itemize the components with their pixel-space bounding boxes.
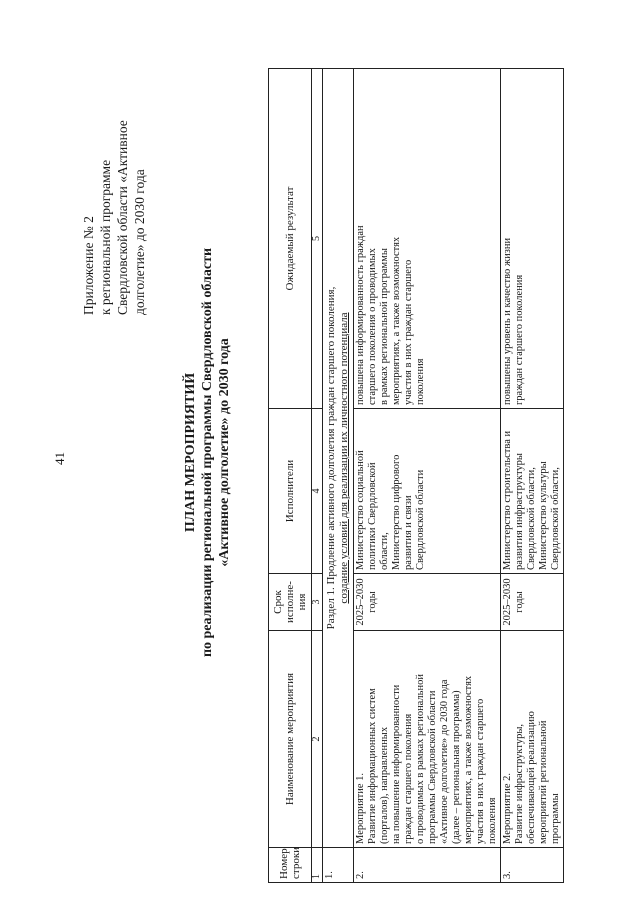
executors bbox=[501, 409, 564, 574]
plan-table bbox=[268, 68, 564, 883]
plan-title bbox=[182, 0, 233, 905]
text-line: участия в них граждан старшего bbox=[475, 698, 486, 844]
table-header-row bbox=[269, 69, 312, 883]
text-line: поколения bbox=[415, 358, 426, 405]
text-line: развития инфраструктуры bbox=[514, 453, 525, 570]
text-line: Свердловской области, bbox=[526, 467, 537, 570]
section-row bbox=[323, 69, 354, 883]
text-line: (порталов), направленных bbox=[379, 726, 390, 844]
header-executors: Исполнители bbox=[269, 409, 312, 574]
text-line: годы bbox=[514, 591, 525, 613]
appendix-note bbox=[80, 15, 148, 315]
appendix-line: Приложение № 2 bbox=[81, 216, 96, 315]
column-number-row bbox=[312, 69, 323, 883]
executors bbox=[354, 409, 501, 574]
text-line: Свердловской области bbox=[415, 469, 426, 570]
text-line: старшего поколения о проводимых bbox=[367, 248, 378, 405]
text-line: поколения bbox=[487, 797, 498, 844]
text-line: Министерство социальной bbox=[355, 450, 366, 570]
measure-name bbox=[501, 631, 564, 848]
text-line: Министерство цифрового bbox=[391, 454, 402, 570]
text-line: (далее – региональная программа) bbox=[451, 690, 462, 844]
deadline bbox=[354, 574, 501, 631]
text-line: области, bbox=[379, 532, 390, 570]
column-number: 5 bbox=[312, 69, 323, 409]
text-line: Министерство строительства и bbox=[502, 430, 513, 570]
text-line: Развитие информационных систем bbox=[367, 688, 378, 844]
table-row bbox=[354, 69, 501, 883]
text-line: 2025–2030 bbox=[502, 578, 513, 626]
text-line: граждан старшего поколения bbox=[403, 713, 414, 844]
expected-result bbox=[501, 69, 564, 409]
text-line: на повышение информированности bbox=[391, 684, 402, 844]
text-line: Мероприятие 1. bbox=[355, 772, 366, 844]
text-line: обеспечивающей реализацию bbox=[526, 711, 537, 844]
text-line: повышены уровень и качество жизни bbox=[502, 237, 513, 405]
text-line: повышена информированность граждан bbox=[355, 225, 366, 405]
text-line: «Активное долголетие» до 2030 года bbox=[439, 679, 450, 844]
deadline bbox=[501, 574, 564, 631]
column-number: 2 bbox=[312, 631, 323, 848]
measure-name bbox=[354, 631, 501, 848]
text-line: Министерство культуры bbox=[538, 461, 549, 570]
table-row bbox=[501, 69, 564, 883]
appendix-line: к региональной программе bbox=[98, 159, 113, 315]
text-line: Свердловской области, bbox=[550, 467, 561, 570]
plan-title-heading: ПЛАН МЕРОПРИЯТИЙ bbox=[183, 372, 198, 533]
plan-title-program: «Активное долголетие» до 2030 года bbox=[217, 338, 232, 567]
text-line: Развитие инфраструктуры, bbox=[514, 723, 525, 844]
text-line: политики Свердловской bbox=[367, 462, 378, 570]
text-line: в рамках региональной программы bbox=[379, 248, 390, 405]
column-number: 4 bbox=[312, 409, 323, 574]
page-number: 41 bbox=[52, 452, 67, 465]
text-line: участия в них граждан старшего bbox=[403, 259, 414, 405]
column-number: 3 bbox=[312, 574, 323, 631]
text-line: Мероприятие 2. bbox=[502, 772, 513, 844]
section-title-line: Раздел 1. Продление активного долголетия граждан старшего поколения, bbox=[325, 286, 337, 630]
text-line: развития и связи bbox=[403, 495, 414, 570]
text-line: программы bbox=[550, 793, 561, 844]
text-line: мероприятиях, а также возможностях bbox=[463, 675, 474, 844]
header-name: Наименование мероприятия bbox=[269, 631, 312, 848]
text-line: о проводимых в рамках региональной bbox=[415, 674, 426, 844]
text-line: программы Свердловской области bbox=[427, 690, 438, 844]
section-title bbox=[323, 69, 354, 848]
appendix-line: долголетие» до 2030 года bbox=[132, 169, 147, 315]
row-number: 2. bbox=[354, 848, 501, 883]
text-line: мероприятиях, а также возможностях bbox=[391, 236, 402, 405]
expected-result bbox=[354, 69, 501, 409]
header-deadline: Срок исполне-ния bbox=[269, 574, 312, 631]
appendix-line: Свердловской области «Активное bbox=[115, 120, 130, 315]
header-result: Ожидаемый результат bbox=[269, 69, 312, 409]
column-number: 1 bbox=[312, 848, 323, 883]
text-line: 2025–2030 bbox=[355, 578, 366, 626]
text-line: годы bbox=[367, 591, 378, 613]
row-number: 3. bbox=[501, 848, 564, 883]
row-number: 1. bbox=[323, 848, 354, 883]
text-line: мероприятий региональной bbox=[538, 720, 549, 844]
header-row-number: Номер строки bbox=[269, 848, 312, 883]
plan-title-subheading: по реализации региональной программы Свердловской области bbox=[200, 247, 215, 658]
text-line: граждан старшего поколения bbox=[514, 274, 525, 405]
section-title-line: создание условий для реализации их личностного потенциала bbox=[338, 312, 350, 604]
